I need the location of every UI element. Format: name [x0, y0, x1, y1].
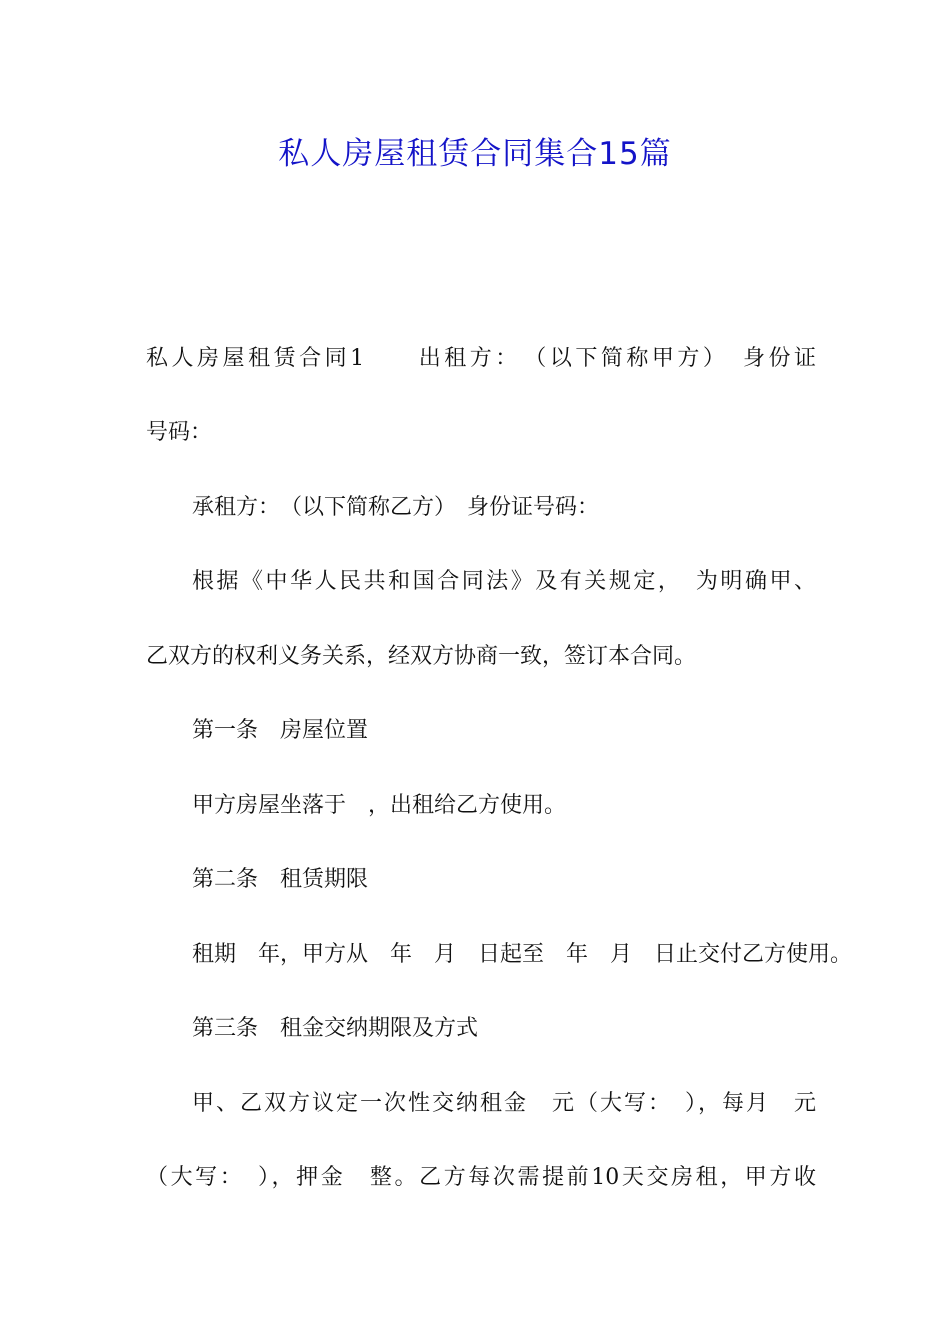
- paragraph-line: 号码：: [146, 420, 213, 445]
- document-title: 私人房屋租赁合同集合15篇: [278, 136, 672, 172]
- section-heading: 第二条 租赁期限: [192, 867, 369, 892]
- paragraph-line: 根据《中华人民共和国合同法》及有关规定， 为明确甲、: [192, 569, 816, 594]
- paragraph-line: 承租方： （以下简称乙方） 身份证号码：: [192, 495, 600, 520]
- paragraph-line: （大写： ），押金 整。乙方每次需提前10天交房租，甲方收: [146, 1165, 816, 1190]
- section-heading: 第三条 租金交纳期限及方式: [192, 1016, 479, 1041]
- paragraph-line: 乙双方的权利义务关系，经双方协商一致，签订本合同。: [146, 644, 697, 669]
- paragraph-line: 租期 年，甲方从 年 月 日起至 年 月 日止交付乙方使用。: [192, 942, 853, 967]
- paragraph-line: 私人房屋租赁合同1 出租方： （以下简称甲方） 身份证: [146, 346, 816, 371]
- section-heading: 第一条 房屋位置: [192, 718, 369, 743]
- paragraph-line: 甲方房屋坐落于 ，出租给乙方使用。: [192, 793, 567, 818]
- paragraph-line: 甲、乙双方议定一次性交纳租金 元（大写： ），每月 元: [192, 1091, 816, 1116]
